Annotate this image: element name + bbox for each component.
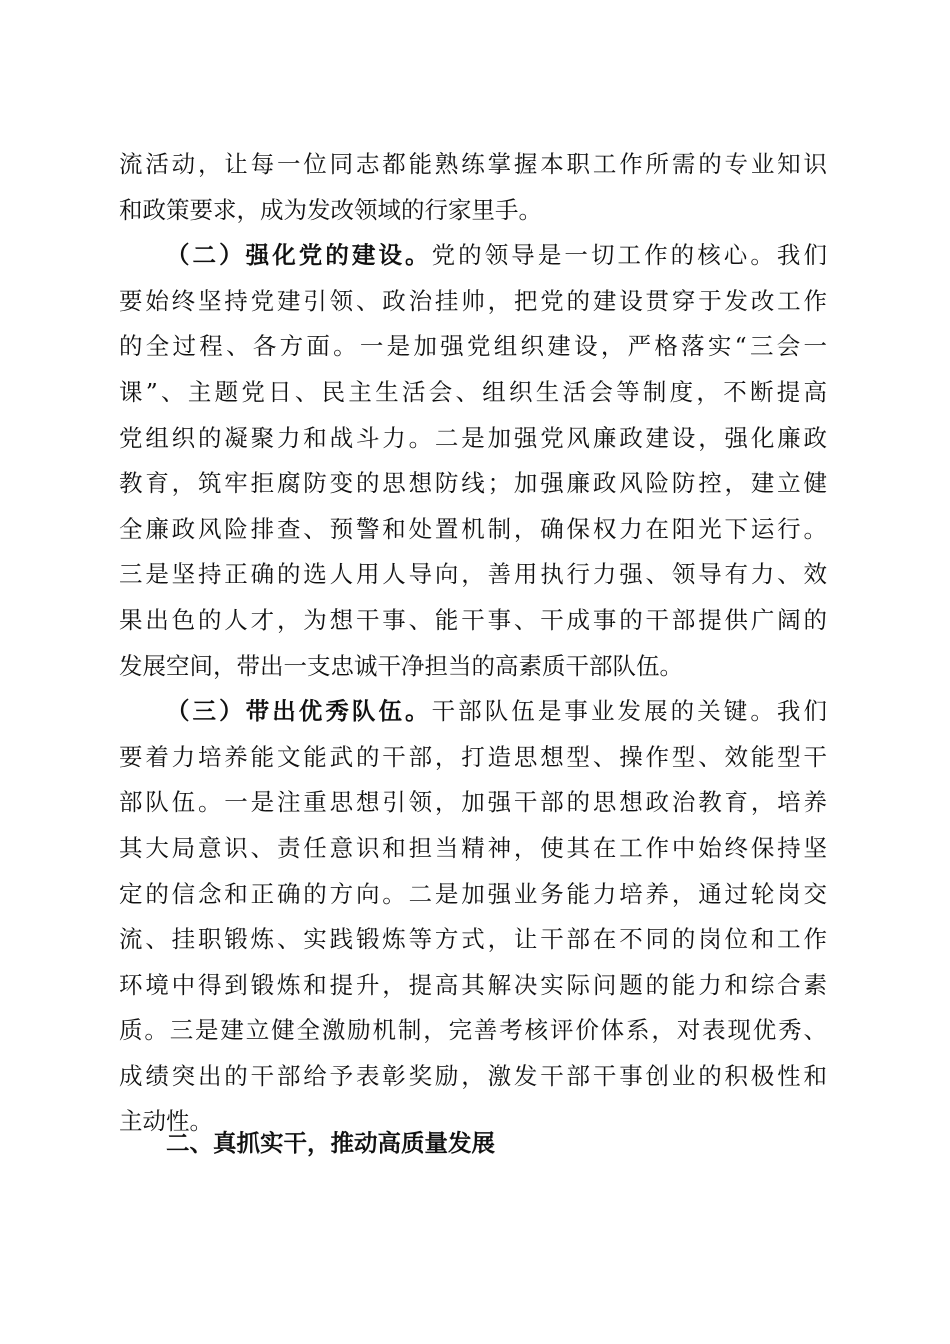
text-line: 其大局意识、责任意识和担当精神，使其在工作中始终保持坚 [119,833,827,862]
text-line: 主动性。 [119,1107,213,1136]
paragraph-first-line [119,689,827,735]
text-line: 成绩突出的干部给予表彰奖励，激发干部干事创业的积极性和 [119,1061,827,1090]
text-line: 流、挂职锻炼、实践锻炼等方式，让干部在不同的岗位和工作 [119,925,827,954]
text-line: 三是坚持正确的选人用人导向，善用执行力强、领导有力、效 [119,560,827,589]
section-heading: 二、真抓实干，推动高质量发展 [166,1129,495,1157]
text-line: 定的信念和正确的方向。二是加强业务能力培养，通过轮岗交 [119,879,827,908]
text-line: 要始终坚持党建引领、政治挂帅，把党的建设贯穿于发改工作 [119,286,827,315]
paragraph-heading: （二）强化党的建设。 [166,241,432,270]
text-line: 全廉政风险排查、预警和处置机制，确保权力在阳光下运行。 [119,514,827,543]
text-line: 和政策要求，成为发改领域的行家里手。 [119,195,542,224]
text-line: 要着力培养能文能武的干部，打造思想型、操作型、效能型干 [119,742,827,771]
text-segment: 党的领导是一切工作的核心。我们 [431,241,827,270]
document-body [119,142,827,1145]
paragraph-heading: （三）带出优秀队伍。 [166,697,432,726]
text-line: 的全过程、各方面。一是加强党组织建设，严格落实“三会一 [119,332,827,361]
text-segment: 干部队伍是事业发展的关键。我们 [431,697,827,726]
text-line: 流活动，让每一位同志都能熟练掌握本职工作所需的专业知识 [119,150,827,178]
text-line: 质。三是建立健全激励机制，完善考核评价体系，对表现优秀、 [119,1016,827,1045]
text-line: 部队伍。一是注重思想引领，加强干部的思想政治教育，培养 [119,788,827,817]
text-line: 果出色的人才，为想干事、能干事、干成事的干部提供广阔的 [119,605,827,634]
text-line: 党组织的凝聚力和战斗力。二是加强党风廉政建设，强化廉政 [119,423,827,452]
text-line: 教育，筑牢拒腐防变的思想防线；加强廉政风险防控，建立健 [119,469,827,498]
text-line: 课”、主题党日、民主生活会、组织生活会等制度，不断提高 [119,377,827,406]
text-line: 环境中得到锻炼和提升，提高其解决实际问题的能力和综合素 [119,970,827,999]
text-line: 发展空间，带出一支忠诚干净担当的高素质干部队伍。 [119,651,683,680]
paragraph-first-line [119,233,827,279]
